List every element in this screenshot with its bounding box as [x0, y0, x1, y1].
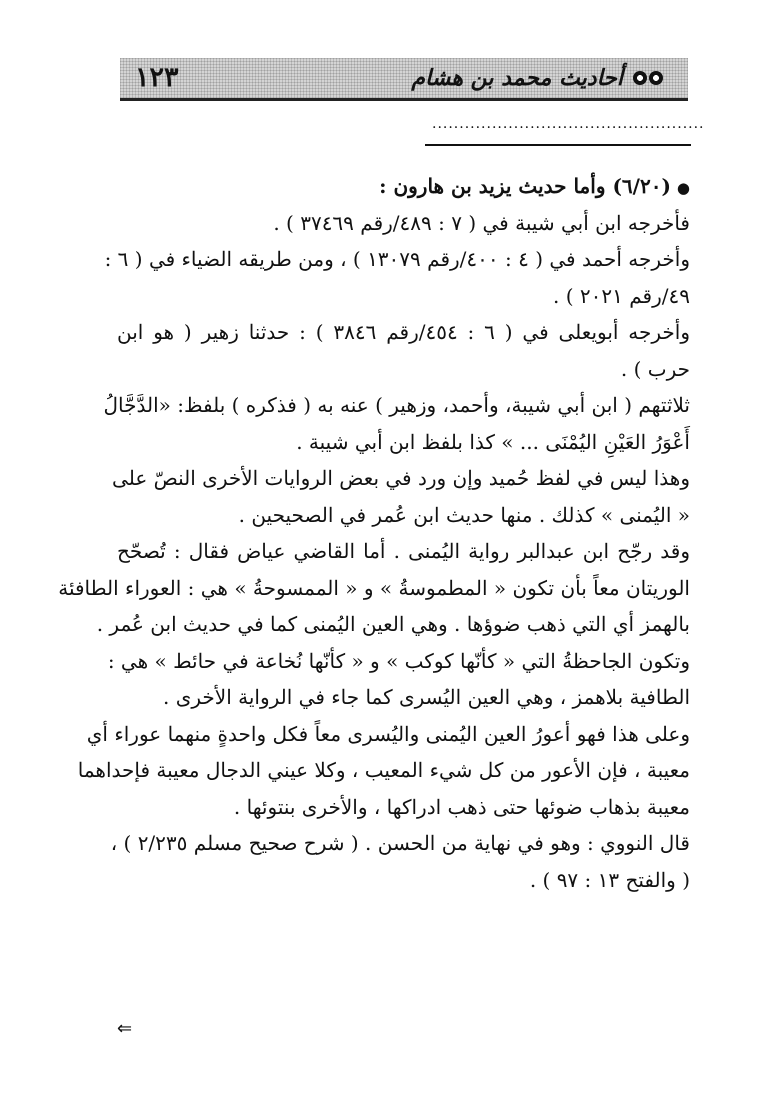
text-line: ٤٩/رقم ٢٠٢١ ) .	[553, 283, 690, 308]
text-line: وأخرجه أحمد في ( ٤ : ٤٠٠/رقم ١٣٠٧٩ ) ، ومن طريقه الضياء في ( ٦ :	[104, 247, 690, 271]
text-line: فأخرجه ابن أبي شيبة في ( ٧ : ٤٨٩/رقم ٣٧٤٦٩ ) .	[273, 210, 690, 235]
text-line: بالهمز أي التي ذهب ضوؤها . وهي العين اليُمنى كما في حديث ابن عُمر .	[96, 612, 690, 636]
text-line: معيبة بذهاب ضوئها حتى ذهب ادراكها ، والأخرى بنتوئها .	[233, 794, 690, 819]
text-line: ( والفتح ١٣ : ٩٧ ) .	[529, 867, 690, 892]
text-line: وعلى هذا فهو أعورُ العين اليُمنى واليُسرى معاً فكل واحدةٍ منهما عوراء أي	[86, 721, 690, 746]
text-line: وهذا ليس في لفظ حُميد وإن ورد في بعض الروايات الأخرى النصّ على	[112, 466, 690, 490]
horizontal-rule	[425, 144, 691, 146]
text-line: وأخرجه أبويعلى في ( ٦ : ٤٥٤/رقم ٣٨٤٦ ) : حدثنا زهير ( هو ابن	[117, 320, 691, 344]
continuation-arrow-icon: ⇐	[117, 1018, 133, 1039]
page-number: ١٢٣	[135, 62, 179, 93]
bullet-icon: ●	[676, 179, 690, 197]
text-line: قال النووي : وهو في نهاية من الحسن . ( شرح صحيح مسلم ٢/٢٣٥ ) ،	[110, 831, 690, 855]
double-circle-ornament-icon	[633, 71, 663, 85]
body-text	[58, 168, 691, 898]
text-line: حرب ) .	[620, 356, 690, 381]
running-title-text: أحاديث محمد بن هشام	[411, 65, 623, 91]
text-line: وتكون الجاحظةُ التي « كأنّها كوكب » و « كأنّها نُخاعة في حائط » هي :	[107, 648, 690, 673]
text-line: « اليُمنى » كذلك . منها حديث ابن عُمر في الصحيحين .	[238, 502, 690, 527]
section-heading	[117, 168, 690, 205]
text-line: ثلاثتهم ( ابن أبي شيبة، وأحمد، وزهير ) عنه به ( فذكره ) بلفظ: «الدَّجَّالُ	[103, 393, 690, 417]
dotted-separator: ..................................................	[432, 116, 705, 132]
text-line: معيبة ، فإن الأعور من كل شيء المعيب ، وكلا عيني الدجال معيبة فإحداهما	[77, 758, 690, 782]
text-line: الطافية بلاهمز ، وهي العين اليُسرى كما جاء في الرواية الأخرى .	[163, 685, 690, 709]
heading-text: (٦/٢٠) وأما حديث يزيد بن هارون :	[379, 174, 671, 198]
text-line: الوريتان معاً بأن تكون « المطموسةُ » و « الممسوحةُ » هي : العوراء الطافئة	[58, 575, 690, 600]
text-line: وقد رجّح ابن عبدالبر رواية اليُمنى . أما القاضي عياض فقال : تُصحّح	[117, 539, 690, 563]
running-title	[411, 62, 663, 94]
text-line: أَعْوَرُ العَيْنِ اليُمْنَى ... » كذا بلفظ ابن أبي شيبة .	[296, 429, 690, 454]
